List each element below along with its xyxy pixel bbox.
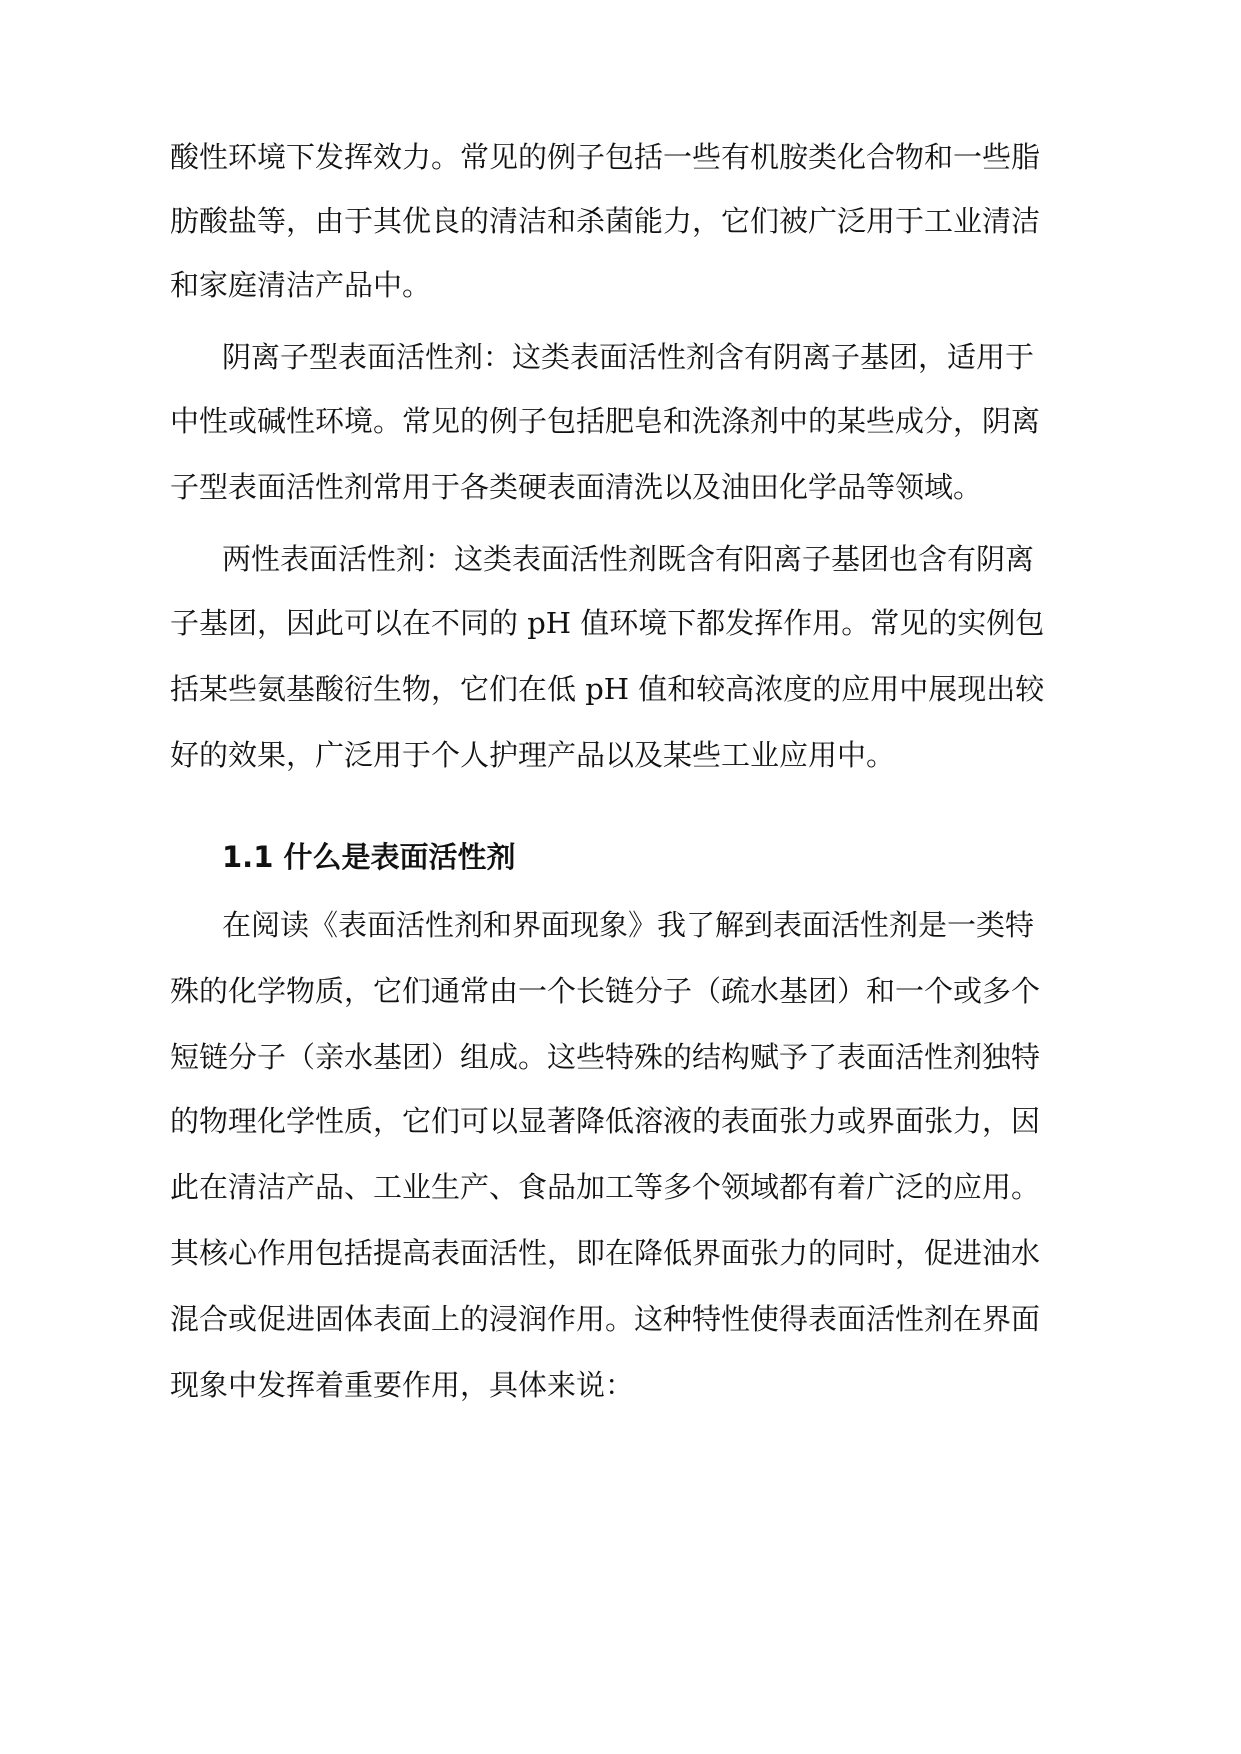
paragraph-line: 括某些氨基酸衍生物，它们在低 pH 值和较高浓度的应用中展现出较 <box>170 672 1045 706</box>
paragraph-line: 此在清洁产品、工业生产、食品加工等多个领域都有着广泛的应用。 <box>170 1170 1041 1204</box>
paragraph-line: 两性表面活性剂：这类表面活性剂既含有阳离子基团也含有阴离 <box>222 542 1035 576</box>
paragraph-line: 子基团，因此可以在不同的 pH 值环境下都发挥作用。常见的实例包 <box>170 606 1045 640</box>
paragraph-line: 中性或碱性环境。常见的例子包括肥皂和洗涤剂中的某些成分，阴离 <box>170 404 1041 438</box>
paragraph-line: 和家庭清洁产品中。 <box>170 268 432 302</box>
paragraph-line: 酸性环境下发挥效力。常见的例子包括一些有机胺类化合物和一些脂 <box>170 140 1041 174</box>
paragraph-line: 混合或促进固体表面上的浸润作用。这种特性使得表面活性剂在界面 <box>170 1302 1041 1336</box>
paragraph-line: 短链分子（亲水基团）组成。这些特殊的结构赋予了表面活性剂独特 <box>170 1040 1041 1074</box>
paragraph-line: 殊的化学物质，它们通常由一个长链分子（疏水基团）和一个或多个 <box>170 974 1041 1008</box>
section-heading: 1.1 什么是表面活性剂 <box>222 840 516 874</box>
paragraph-line: 现象中发挥着重要作用，具体来说： <box>170 1368 635 1402</box>
paragraph-line: 好的效果，广泛用于个人护理产品以及某些工业应用中。 <box>170 738 896 772</box>
paragraph-line: 阴离子型表面活性剂：这类表面活性剂含有阴离子基团，适用于 <box>222 340 1035 374</box>
paragraph-line: 子型表面活性剂常用于各类硬表面清洗以及油田化学品等领域。 <box>170 470 983 504</box>
paragraph-line: 在阅读《表面活性剂和界面现象》我了解到表面活性剂是一类特 <box>222 908 1035 942</box>
paragraph-line: 肪酸盐等，由于其优良的清洁和杀菌能力，它们被广泛用于工业清洁 <box>170 204 1041 238</box>
paragraph-line: 其核心作用包括提高表面活性，即在降低界面张力的同时，促进油水 <box>170 1236 1041 1270</box>
paragraph-line: 的物理化学性质，它们可以显著降低溶液的表面张力或界面张力，因 <box>170 1104 1041 1138</box>
